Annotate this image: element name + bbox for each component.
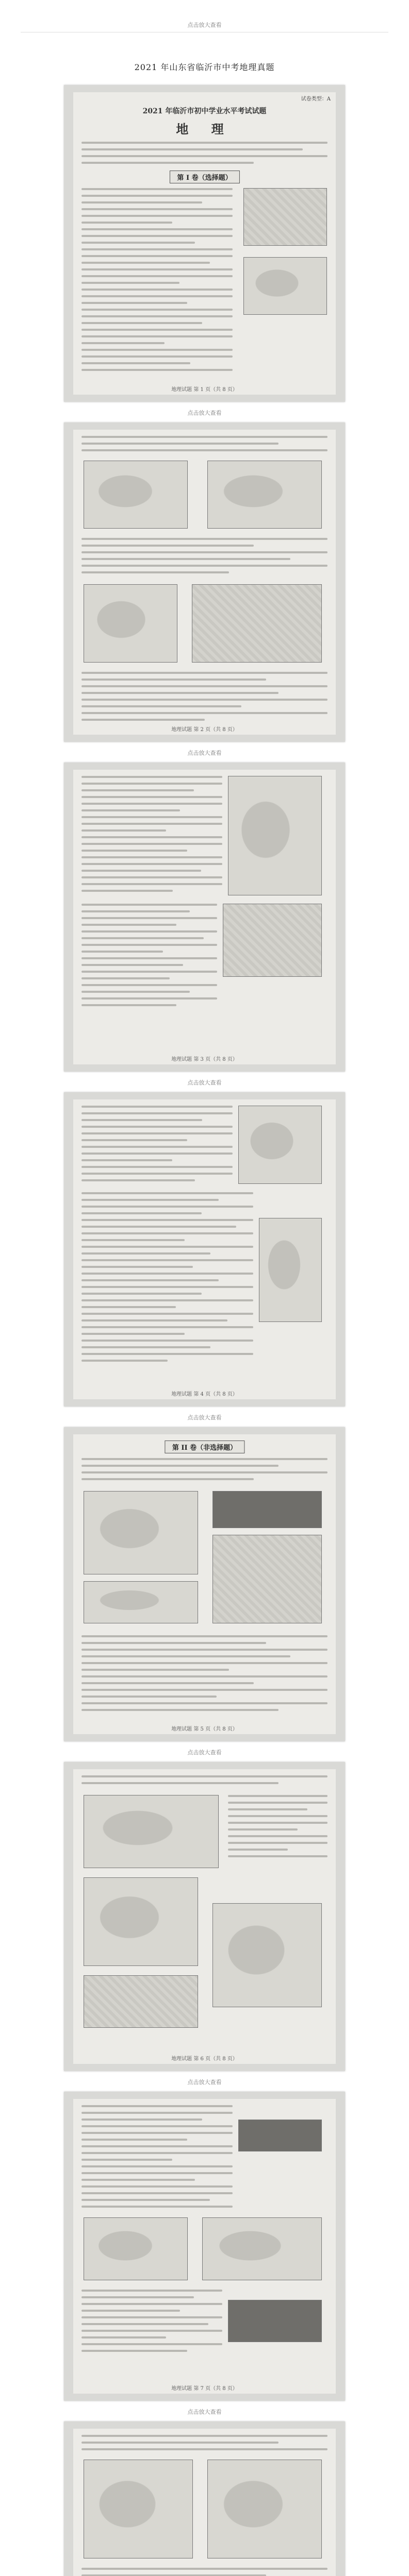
zoom-watermark: 点击放大查看	[187, 22, 222, 28]
zoom-watermark: 点击放大查看	[187, 410, 222, 416]
map-figure	[259, 1218, 322, 1322]
terrain-block-figure	[228, 2300, 322, 2342]
exam-page-8[interactable]	[64, 2421, 345, 2576]
page-footer: 地理试题 第 1 页（共 8 页）	[171, 387, 238, 393]
map-figure	[202, 2217, 322, 2280]
question-text	[81, 1635, 328, 1716]
zoom-watermark: 点击放大查看	[187, 2079, 222, 2086]
zoom-watermark: 点击放大查看	[187, 2409, 222, 2415]
exam-page-5[interactable]	[64, 1427, 345, 1741]
map-figure	[84, 1581, 198, 1623]
map-figure	[207, 461, 322, 529]
question-text	[81, 2105, 233, 2212]
page-footer: 地理试题 第 3 页（共 8 页）	[171, 1057, 238, 1062]
instructions-text	[81, 142, 328, 168]
map-figure	[84, 1795, 219, 1868]
question-text	[81, 1458, 328, 1485]
photo-figure	[238, 2120, 322, 2151]
page-footer: 地理试题 第 6 页（共 8 页）	[171, 2056, 238, 2062]
page-footer: 地理试题 第 7 页（共 8 页）	[171, 2386, 238, 2392]
question-text	[81, 776, 222, 896]
map-figure	[243, 257, 327, 315]
zoom-watermark: 点击放大查看	[187, 1414, 222, 1421]
map-figure	[84, 1877, 198, 1966]
map-figure	[84, 1491, 198, 1574]
question-text	[81, 1106, 233, 1186]
map-figure	[238, 1106, 322, 1184]
page-footer: 地理试题 第 4 页（共 8 页）	[171, 1392, 238, 1397]
map-figure	[84, 2460, 193, 2558]
climate-chart-figure	[212, 1535, 322, 1623]
chart-figure	[84, 1975, 198, 2028]
exam-page-6[interactable]	[64, 1762, 345, 2071]
exam-page-3[interactable]	[64, 762, 345, 1072]
climate-chart-figure	[192, 584, 322, 663]
india-map-figure	[84, 584, 177, 663]
question-text	[81, 1775, 328, 1789]
china-map-figure	[228, 776, 322, 895]
exam-page-4[interactable]	[64, 1092, 345, 1406]
exam-page-7[interactable]	[64, 2092, 345, 2401]
paper-type-label: 试卷类型：A	[301, 96, 331, 102]
page-footer: 地理试题 第 2 页（共 8 页）	[171, 727, 238, 733]
exam-page-2[interactable]	[64, 422, 345, 742]
question-text	[81, 2568, 328, 2576]
subject-title: 地 理	[176, 122, 233, 137]
terrain-profile-figure	[212, 1491, 322, 1528]
question-text	[228, 1795, 328, 1862]
question-text	[81, 2435, 328, 2455]
section-heading: 第 I 卷（选择题）	[169, 171, 239, 183]
exam-page-1[interactable]	[64, 85, 345, 402]
map-figure	[84, 461, 188, 529]
zoom-watermark: 点击放大查看	[187, 750, 222, 756]
bar-chart-figure	[223, 904, 322, 977]
zoom-watermark: 点击放大查看	[187, 1749, 222, 1756]
question-text	[81, 672, 328, 725]
section-heading: 第 II 卷（非选择题）	[165, 1440, 244, 1453]
question-text	[81, 1192, 253, 1366]
document-title: 2021 年山东省临沂市中考地理真题	[134, 62, 275, 72]
exam-title: 2021 年临沂市初中学业水平考试试题	[142, 107, 267, 115]
map-figure	[207, 2460, 322, 2558]
china-map-figure	[212, 1903, 322, 2007]
question-text	[81, 904, 217, 1011]
earth-orbit-figure	[243, 188, 327, 246]
page-footer: 地理试题 第 5 页（共 8 页）	[171, 1726, 238, 1732]
question-text	[81, 2290, 222, 2357]
question-text	[81, 538, 328, 578]
question-text	[81, 188, 233, 376]
question-text	[81, 436, 328, 456]
zoom-watermark: 点击放大查看	[187, 1079, 222, 1086]
map-figure	[84, 2217, 188, 2280]
